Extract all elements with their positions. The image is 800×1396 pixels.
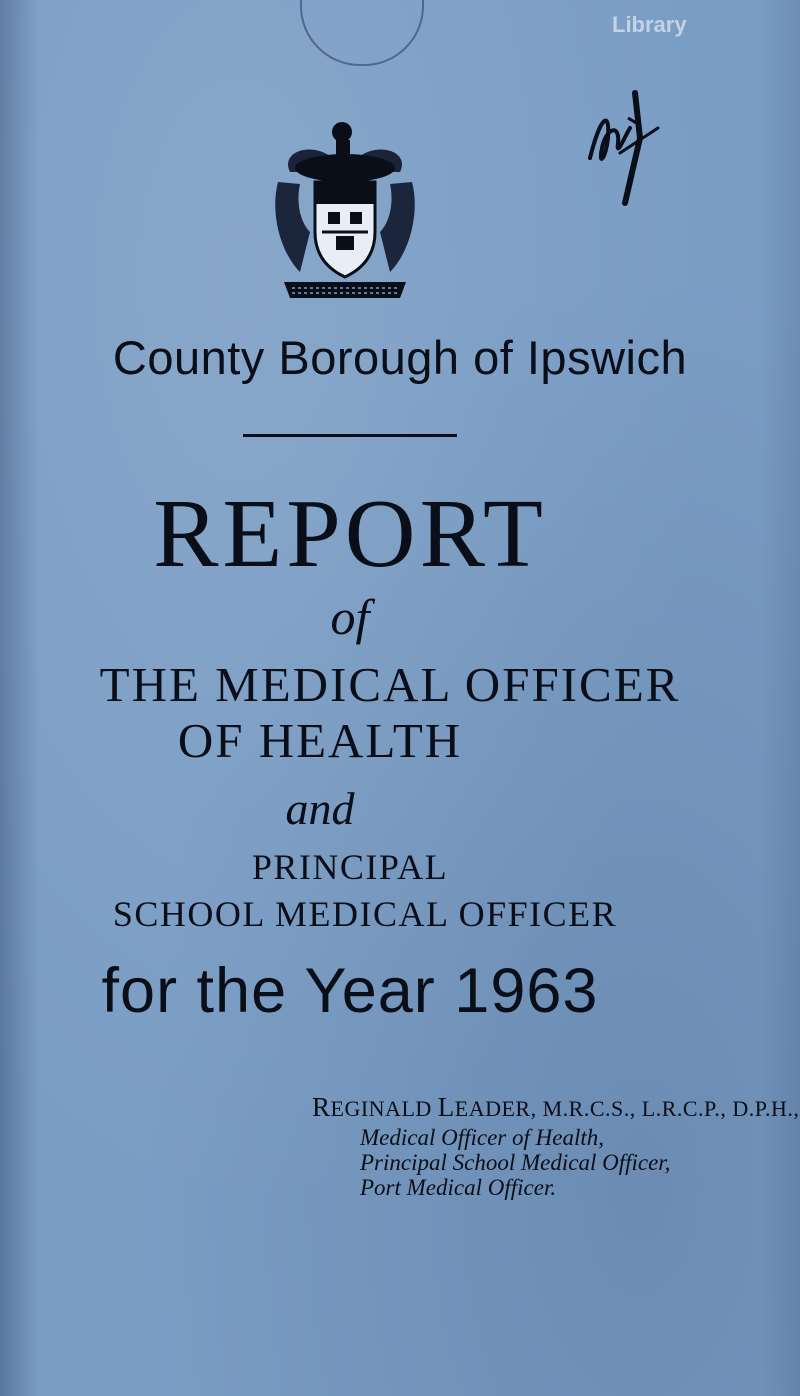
county-borough-title: County Borough of Ipswich — [112, 331, 688, 384]
school-medical-officer-line: SCHOOL MEDICAL OFFICER — [112, 894, 618, 934]
library-stamp-text: Library — [612, 12, 687, 37]
report-year-line: for the Year 1963 — [101, 956, 599, 1026]
role-port-medical-officer: Port Medical Officer. — [360, 1175, 557, 1200]
report-heading: REPORT — [153, 480, 547, 588]
title-divider — [243, 434, 457, 437]
author-qualifications: M.R.C.S., L.R.C.P., D.P.H., — [542, 1096, 800, 1121]
role-medical-officer-of-health: Medical Officer of Health, — [360, 1125, 604, 1150]
borough-coat-of-arms-icon — [270, 112, 420, 298]
author-name-part1: EGINALD — [330, 1096, 438, 1121]
role-principal-school-medical-officer: Principal School Medical Officer, — [360, 1150, 671, 1175]
of-health-line: OF HEALTH — [177, 713, 463, 768]
medical-officer-line: THE MEDICAL OFFICER — [99, 657, 681, 712]
author-name-line — [312, 1092, 799, 1123]
author-name-part2: EADER, — [454, 1096, 543, 1121]
author-initial-r: R — [312, 1092, 331, 1122]
principal-line: PRINCIPAL — [251, 847, 449, 887]
of-connector: of — [330, 589, 370, 645]
and-connector: and — [285, 783, 355, 834]
library-stamp-circle — [300, 0, 424, 66]
author-initial-l: L — [437, 1092, 455, 1122]
author-roles — [360, 1125, 670, 1200]
handwritten-initials — [580, 88, 670, 208]
